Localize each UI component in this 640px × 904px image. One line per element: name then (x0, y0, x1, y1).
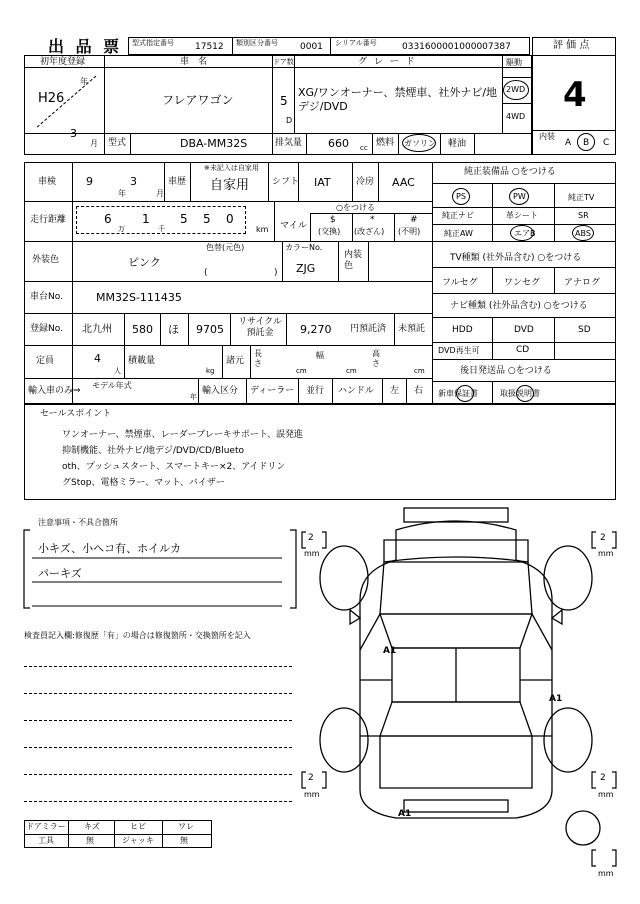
odo-s: $ (330, 215, 336, 225)
load-unit: kg (206, 367, 215, 375)
inspection-label: 車検 (38, 177, 57, 187)
year-unit: 年 (80, 77, 88, 86)
handle-right: 右 (414, 386, 424, 396)
import-label: 輸入車のみ⇒ (28, 386, 81, 396)
ac-value: AAC (392, 176, 415, 189)
handle-label: ハンドル (338, 386, 375, 396)
nav-hdd: HDD (452, 325, 473, 335)
drive-4wd: 4WD (506, 112, 526, 121)
plate-area: 北九州 (82, 324, 112, 335)
score-value: 4 (563, 75, 587, 115)
nav-sd: SD (578, 325, 591, 335)
odo-hash: # (410, 215, 418, 225)
tire-rr-value: 2 (600, 773, 606, 783)
serial-number-label: シリアル番号 (335, 39, 377, 47)
first-reg-divider (30, 70, 102, 132)
interior-b: B (583, 138, 590, 148)
interior-c: C (603, 138, 610, 148)
std-item-sr: SR (578, 211, 589, 220)
std-item-abs-circle (572, 225, 594, 241)
model-year-label: モデル年式 (92, 381, 132, 390)
damage-mark-hood: A1 (383, 646, 397, 656)
serial-number-value: 0331600001000007387 (402, 42, 511, 52)
mileage-label: 走行距離 (30, 215, 67, 225)
class-number-value: 0001 (300, 42, 323, 52)
unit-sen: 千 (158, 225, 165, 233)
nav-type-title: ナビ種類 (社外品含む) ○をつける (450, 301, 588, 311)
tv-analog: アナログ (564, 278, 601, 288)
cd-item: CD (516, 345, 530, 355)
shift-value: IAT (314, 176, 331, 189)
color-paren-open: ( (204, 268, 208, 278)
model-label: 型式 (108, 138, 127, 148)
type-number-value: 17512 (195, 42, 224, 52)
mileage-digit-5: 0 (226, 212, 234, 226)
tire-fl-unit: mm (304, 549, 320, 558)
recycle-value: 9,270 (300, 323, 332, 336)
notes-line-2: パーキズ (38, 567, 82, 580)
std-item-abs: ABS (575, 229, 591, 238)
later-manual-circle (516, 385, 534, 402)
capacity-label: 定員 (36, 356, 55, 366)
displacement-unit: cc (360, 144, 368, 152)
tire-fr-unit: mm (598, 549, 614, 558)
mileage-digit-2: 1 (142, 212, 150, 226)
recycle-label: リサイクル預託金 (238, 317, 282, 338)
later-manual: 取扱説明書 (500, 389, 540, 398)
tools-header-scratch: キズ (84, 822, 100, 831)
tools-row-tools: 工具 (38, 836, 54, 845)
drive-2wd-circle (503, 80, 529, 100)
damage-mark-rear: A1 (398, 809, 412, 819)
first-reg-month: 3 (70, 127, 77, 140)
inspection-month: 3 (130, 175, 137, 188)
std-item-leather: 革シート (506, 211, 538, 220)
model-year-unit: 年 (190, 393, 197, 401)
odo-star-sub: (改ざん) (354, 227, 385, 236)
type-number-label: 型式指定番号 (132, 39, 174, 47)
std-item-aw: 純正AW (444, 229, 473, 238)
model-value: DBA-MM32S (180, 137, 248, 150)
height-label: 高さ (372, 349, 380, 368)
unit-man: 万 (118, 225, 125, 233)
std-item-airbag: エアB (514, 229, 536, 238)
color-value: ピンク (128, 256, 161, 269)
grade-value: XG/ワンオーナー、禁煙車、社外ナビ/地デジ/DVD (298, 86, 498, 113)
color-label: 外装色 (32, 255, 60, 265)
odometer-note: ○をつける (336, 203, 375, 212)
tools-header-crack: ヒビ (130, 822, 146, 831)
class-number-label: 類別区分番号 (236, 39, 278, 47)
interior-a: A (565, 138, 572, 148)
color-number-label: カラーNo. (285, 243, 323, 252)
first-reg-label: 初年度登録 (40, 57, 86, 67)
tools-header-mirror: ドアミラー (26, 822, 66, 831)
chassis-value: MM32S-111435 (96, 291, 182, 304)
inspector-title: 検査員記入欄:修復歴「有」の場合は修復箇所・交換箇所を記入 (24, 631, 251, 640)
tools-row-none-2: 無 (180, 836, 188, 845)
capacity-value: 4 (94, 352, 101, 365)
inspection-month-unit: 月 (156, 189, 164, 198)
tire-spare-unit: mm (598, 869, 614, 878)
sales-line-3: oth、プッシュスタート、スマートキー×2、アイドリン (62, 462, 286, 472)
inspection-year-unit: 年 (118, 189, 126, 198)
odo-s-sub: (交換) (318, 227, 341, 236)
mileage-digit-1: 6 (104, 212, 112, 226)
later-warranty: 新車保証書 (438, 389, 478, 398)
std-equip-title: 純正装備品 ○をつける (464, 167, 556, 177)
std-item-ps: PS (456, 192, 466, 201)
fuel-label: 燃料 (376, 138, 395, 148)
month-unit: 月 (90, 139, 98, 148)
drive-label: 駆動 (506, 58, 522, 67)
std-item-pw-circle (509, 188, 529, 205)
tire-fl-value: 2 (308, 533, 314, 543)
chassis-label: 車台No. (30, 292, 63, 302)
tools-row-none-1: 無 (86, 836, 94, 845)
car-name-value: フレアワゴン (162, 93, 234, 107)
doors-label: ドア数 (273, 58, 294, 66)
tv-type-title: TV種類 (社外品含む) ○をつける (450, 253, 582, 263)
unit-km: km (256, 225, 269, 234)
plate-class: 580 (132, 323, 153, 336)
first-reg-year: H26 (38, 91, 65, 106)
mileage-digit-3: 5 (180, 212, 188, 226)
tire-rl-unit: mm (304, 790, 320, 799)
dims-label: 諸元 (226, 356, 245, 366)
score-label: 評 価 点 (553, 40, 590, 51)
std-item-airbag-circle (510, 225, 534, 241)
tv-oneseg: ワンセグ (504, 278, 541, 288)
mile-label: マイル (280, 221, 307, 231)
usage-value: 自家用 (210, 178, 250, 193)
capacity-unit: 人 (114, 367, 121, 375)
car-diagram (300, 500, 640, 904)
doors-value: 5 (280, 94, 288, 108)
usage-label: 車歴 (168, 177, 187, 187)
sales-line-4: グStop、電格ミラー、マット、バイザー (62, 478, 225, 488)
tools-header-break: ワレ (178, 822, 194, 831)
odo-star: * (370, 215, 375, 225)
form-title: 出 品 票 (48, 37, 123, 56)
color-change-label: 色替(元色) (206, 243, 245, 252)
fuel-gasoline-circle (402, 134, 436, 152)
inspection-year: 9 (86, 175, 93, 188)
shift-label: シフト (272, 177, 300, 187)
dvd-playback: DVD再生可 (438, 346, 480, 355)
recycle-status: 円預託済 (350, 324, 387, 334)
displacement-label: 排気量 (275, 138, 303, 148)
std-item-pw: PW (513, 192, 526, 201)
notes-line-1: 小キズ、小ヘコ有、ホイルカ (38, 542, 182, 555)
color-paren-close: ) (274, 268, 278, 278)
notes-title: 注意事項・不具合箇所 (38, 518, 118, 527)
std-item-tv: 純正TV (568, 193, 595, 202)
fuel-gasoline: ガソリン (404, 139, 436, 148)
tire-rr-unit: mm (598, 790, 614, 799)
color-number-value: ZJG (296, 262, 316, 275)
interior-color-label: 内装色 (344, 250, 363, 271)
displacement-value: 660 (328, 137, 349, 150)
tire-rl-value: 2 (308, 773, 314, 783)
width-unit: cm (346, 367, 357, 375)
height-unit: cm (414, 367, 425, 375)
plate-number: 9705 (196, 323, 224, 336)
drive-2wd: 2WD (506, 85, 526, 94)
damage-mark-side: A1 (549, 694, 563, 704)
doors-sub: D (286, 116, 293, 125)
interior-b-circle (577, 133, 595, 151)
later-items-title: 後日発送品 ○をつける (460, 366, 552, 376)
sales-line-2: 抑制機能、社外ナビ/地デジ/DVD/CD/Blueto (62, 446, 244, 456)
import-div-label: 輸入区分 (202, 386, 239, 396)
car-name-label: 車 名 (180, 57, 208, 67)
width-label: 幅 (316, 351, 324, 360)
tv-fullseg: フルセグ (442, 278, 478, 288)
plate-label: 登録No. (30, 324, 63, 334)
plate-kana: ほ (168, 323, 179, 336)
length-label: 長さ (254, 349, 262, 368)
usage-note: ※未記入は自家用 (204, 164, 259, 172)
interior-label: 内装 (539, 132, 555, 141)
sales-title: セールスポイント (40, 409, 112, 419)
grade-label: グ レ ー ド (358, 57, 417, 67)
handle-left: 左 (390, 386, 400, 396)
tire-fr-value: 2 (600, 533, 606, 543)
std-item-ps-circle (452, 188, 470, 205)
import-dealer: ディーラー (250, 386, 295, 396)
later-warranty-circle (456, 385, 474, 402)
nav-dvd: DVD (514, 325, 534, 335)
sales-line-1: ワンオーナー、禁煙車、レーダーブレーキサポート、誤発進 (62, 430, 304, 440)
odo-hash-sub: (不明) (398, 227, 421, 236)
tools-row-jack: ジャッキ (122, 836, 154, 845)
mileage-digit-4: 5 (203, 212, 211, 226)
recycle-unpaid: 未預託 (398, 324, 426, 334)
fuel-diesel: 軽油 (448, 139, 467, 149)
load-label: 積載量 (128, 356, 156, 366)
length-unit: cm (296, 367, 307, 375)
import-parallel: 並行 (306, 386, 325, 396)
ac-label: 冷房 (356, 177, 375, 187)
std-item-navi: 純正ナビ (442, 211, 474, 220)
